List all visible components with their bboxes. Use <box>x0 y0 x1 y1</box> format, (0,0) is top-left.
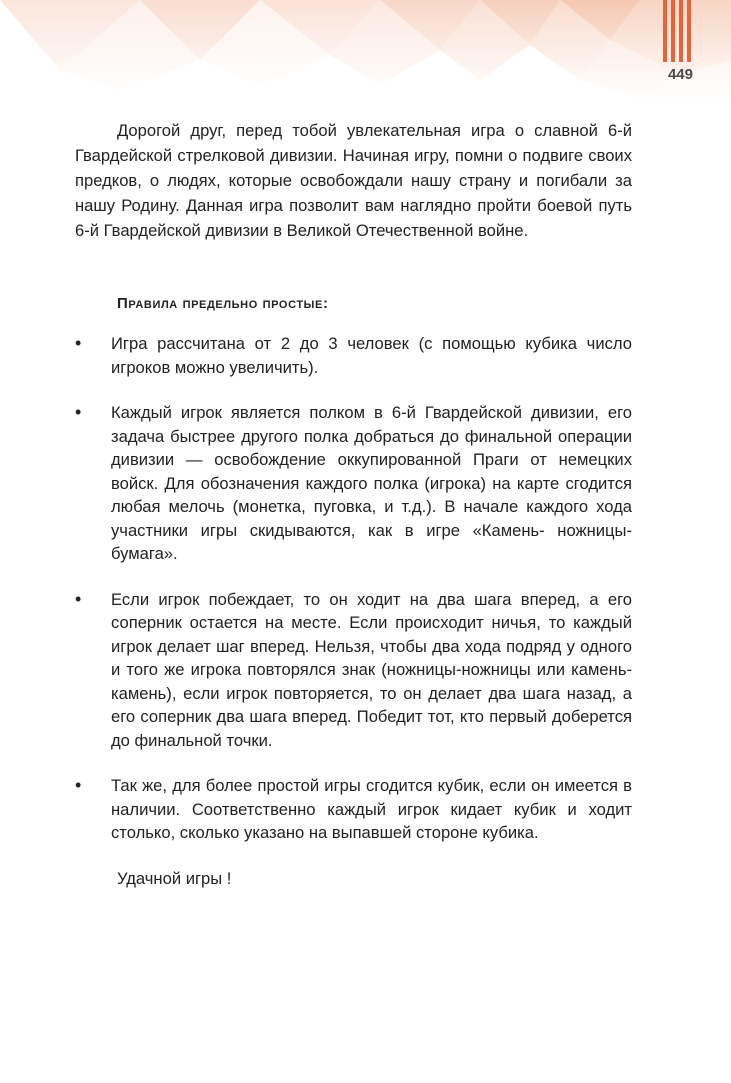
rule-text: Игра рассчитана от 2 до 3 человек (с помощью кубика число игроков можно увеличить). <box>111 334 632 377</box>
page-content <box>75 118 632 891</box>
bullet-icon: • <box>75 333 82 353</box>
rule-text: Каждый игрок является полком в 6-й Гвардейской дивизии, его задача быстрее другого полка добраться до финальной операции дивизии — освобождение оккупированной Праги от немецких войск. Для обозначения каждого полка (игрока) на карте сгодится любая мелочь (монетка, пуговка, и т.д.). В начале каждого хода участники игры скидываются, как в игре «Камень- ножницы- бумага». <box>111 403 632 563</box>
intro-paragraph: Дорогой друг, перед тобой увлекательная игра о славной 6-й Гвардейской стрелковой дивизии. Начиная игру, помни о подвиге своих предков, о людях, которые освобождали нашу страну и погибали за нашу Родину. Данная игра позволит вам наглядно пройти боевой путь 6-й Гвардейской дивизии в Великой Отечественной войне. <box>75 121 632 240</box>
list-item <box>75 774 632 845</box>
polygon-pattern <box>0 0 731 100</box>
closing-line: Удачной игры ! <box>117 868 232 888</box>
list-item <box>75 588 632 753</box>
list-item <box>75 401 632 566</box>
rules-heading: Правила предельно простые: <box>117 295 329 312</box>
rule-text: Так же, для более простой игры сгодится кубик, если он имеется в наличии. Соответственно каждый игрок кидает кубик и ходит столько, сколько указано на выпавшей стороне кубика. <box>111 776 632 842</box>
decorative-header-band <box>0 0 731 100</box>
list-item <box>75 332 632 379</box>
rules-list <box>75 332 632 845</box>
bullet-icon: • <box>75 775 82 795</box>
rule-text: Если игрок побеждает, то он ходит на два шага вперед, а его соперник остается на месте. Если происходит ничья, то каждый игрок делает шаг вперед. Нельзя, чтобы два хода подряд у одного и того же игрока повторялся знак (ножницы-ножницы или камень-камень), если игрок повторяется, то он делает два шага назад, а его соперник два шага вперед. Победит тот, кто первый доберется до финальной точки. <box>111 589 632 750</box>
bullet-icon: • <box>75 402 82 422</box>
bullet-icon: • <box>75 588 82 609</box>
page-number: 449 <box>667 66 693 83</box>
